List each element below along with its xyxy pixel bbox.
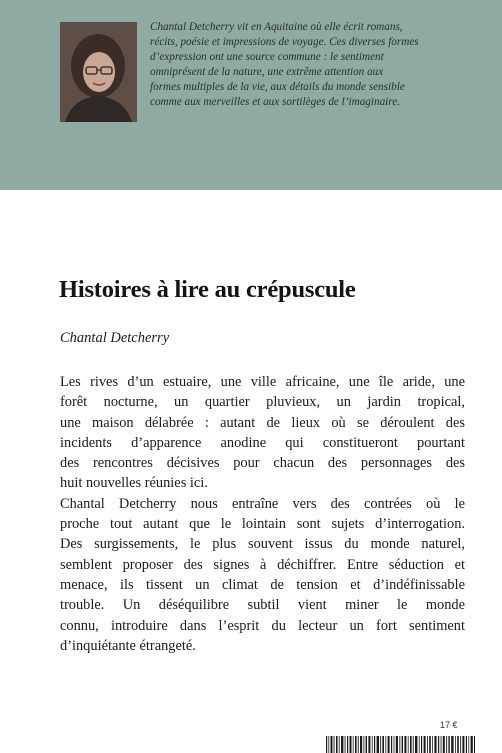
book-author: Chantal Detcherry [60,330,170,346]
summary-line: des rencontres décisives pour chacun des personnages des [60,455,465,472]
author-photo [60,22,137,122]
summary-line: une maison délabrée : autant de lieux où se déroulent des [60,414,465,431]
bio-line: récits, poésie et impressions de voyage. Ces diverses formes [150,35,419,48]
bio-line: formes multiples de la vie, aux détails du monde sensible [150,80,405,93]
summary-line: menace, ils tissent un climat de tension et d’indéfinissable [60,576,465,593]
summary-line: forêt nocturne, un quartier pluvieux, un jardin tropical, [60,394,465,411]
book-summary [60,372,465,656]
summary-line: connu, introduire dans l’esprit du lecteur un fort sentiment [60,617,465,634]
bio-line: Chantal Detcherry vit en Aquitaine où elle écrit romans, [150,21,403,33]
price-label: 17 € [440,720,458,730]
author-bio [150,20,478,109]
summary-line: Chantal Detcherry nous entraîne vers des contrées où le [60,495,465,512]
summary-line: huit nouvelles réunies ici. [60,475,208,492]
summary-line: proche tout autant que le lointain sont sujets d’interrogation. [60,516,465,533]
barcode [326,736,476,753]
summary-line: d’inquiétante étrangeté. [60,637,196,654]
author-portrait-image [60,22,137,122]
book-title: Histoires à lire au crépuscule [59,276,356,303]
summary-line: Des surgissements, le plus souvent issus du monde naturel, [60,536,465,553]
summary-line: incidents d’apparence anodine qui constitueront pourtant [60,434,465,451]
summary-line: trouble. Un déséquilibre subtil vient miner le monde [60,597,465,614]
bio-line: omniprésent de la nature, une extrême attention aux [150,65,384,78]
barcode-bars [326,736,475,753]
summary-line: Les rives d’un estuaire, une ville africaine, une île aride, une [60,374,465,390]
bio-line: d’expression ont une source commune : le sentiment [150,50,384,63]
summary-line: semblent proposer des signes à déchiffrer. Entre séduction et [60,556,465,573]
bio-line: comme aux merveilles et aux sortilèges de l’imaginaire. [150,95,400,108]
